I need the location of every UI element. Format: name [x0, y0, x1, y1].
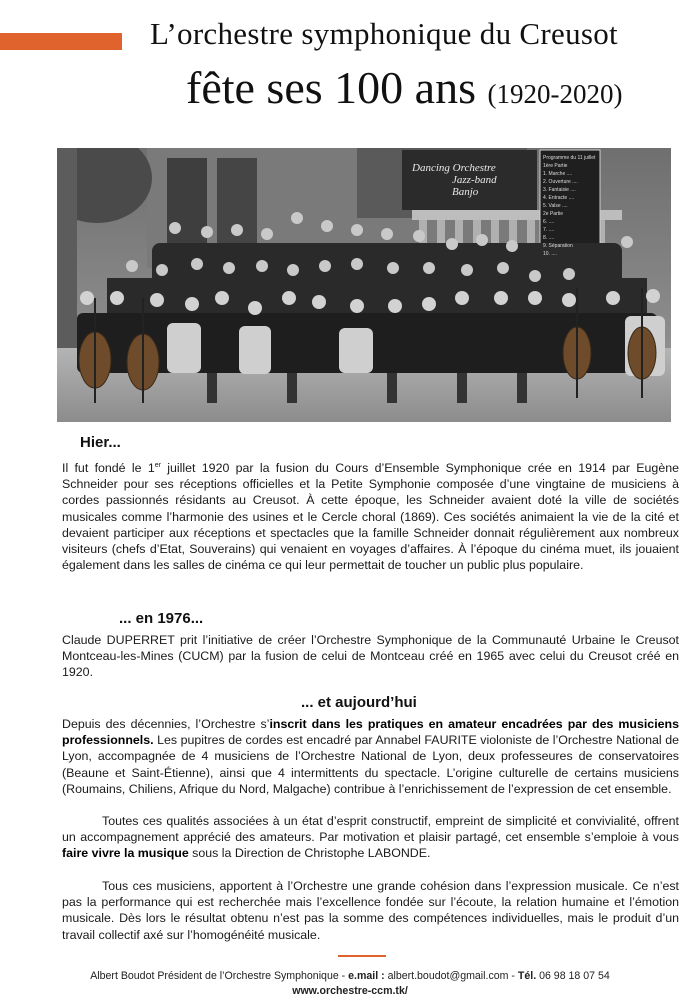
footer-email[interactable]: albert.boudot@gmail.com -	[384, 970, 518, 982]
paragraph-today-3: Tous ces musiciens, apportent à l’Orchestre une grande cohésion dans l’expression musicale. Ce n’est pas la performance qui est recherchée mais l’excellence fondée sur l’écoute, la relation humaine et l’émotion musicale. Dès lors le résultat obtenu n’est pas la somme des compétences individuelles, mais le produit d’un travail collectif axé sur l’homogénéité musicale.	[62, 879, 679, 942]
section-title-today: ... et aujourd’hui	[301, 694, 417, 711]
sign-dancing-orchestre	[412, 162, 532, 198]
footer-website-link[interactable]: www.orchestre-ccm.tk/	[292, 985, 408, 997]
title-main: fête ses 100 ans	[186, 62, 476, 113]
program-line: 2. Ouverture ....	[543, 179, 578, 185]
program-line: 2e Partie	[543, 211, 564, 217]
program-line: 3. Fantaisie ....	[543, 187, 576, 193]
text: Il fut fondé le 1	[62, 461, 155, 475]
program-line: 9. Séparation	[543, 243, 573, 249]
text: Les pupitres de cordes est encadré par Annabel FAURITE violoniste de l’Orchestre National de Lyon, accompagnée de 4 musiciens de l’Orchestre National de Lyon, deux professeures de conservatoires (Beaune et Saint-Étienne), ainsi que 4 intermittents du spectacle. L’origine culturelle de certains musiciens (Roumains, Chiliens, Afrique du Nord, Malgache) contribue à l’enrichissement de l’expression de cet ensemble.	[62, 733, 679, 796]
title-years: (1920-2020)	[487, 79, 623, 109]
paragraph-today-2	[62, 813, 679, 862]
program-line: 4. Entracte ....	[543, 195, 575, 201]
text-bold: faire vivre la musique	[62, 846, 189, 861]
orchestra-photo	[57, 148, 671, 422]
text-bold: inscrit dans les pratiques en amateur encadrées par des musiciens professionnels.	[62, 717, 679, 748]
page-title-line-2	[186, 61, 686, 114]
program-line: 8. ....	[543, 235, 555, 241]
text: juillet 1920 par la fusion du Cours d’Ensemble Symphonique crée en 1914 par Eugène Schneider pour ses réceptions officielles et la Petite Symphonie composée d’une vingtaine de musiciens à cordes passionnés résidants au Creusot. À cette époque, les Schneider avaient doté la ville de sociétés musicales comme l’harmonie des usines et le Cercle choral (1869). Ces sociétés animaient la vie de la cité et devaient participer aux réceptions et spectacles que la famille Schneider donnait régulièrement aux nombreux visiteurs (chefs d’Etat, Souverains) qui venaient en voyages d’affaires. À l’époque du cinéma muet, ils jouaient également dans les salles de cinéma ce qui leur permettait de toucher un public plus populaire.	[62, 461, 679, 573]
text: Toutes ces qualités associées à un état d’esprit constructif, empreint de simplicité et convivialité, offrent un accompagnement apprécié des amateurs. Par motivation et plaisir partagé, cet ensemble s’emploie à vous	[62, 814, 679, 845]
program-line: 1. Marche ....	[543, 171, 573, 177]
paragraph-1976: Claude DUPERRET prit l’initiative de créer l’Orchestre Symphonique de la Communauté Urbaine le Creusot Montceau-les-Mines (CUCM) par la fusion de celui de Montceau créé en 1965 avec celui du Creusot créé en 1920.	[62, 633, 679, 680]
footer-contact	[0, 970, 700, 982]
text: Depuis des décennies, l’Orchestre s’	[62, 717, 270, 731]
superscript: er	[154, 461, 161, 469]
program-line: 6. ....	[543, 219, 555, 225]
footer-divider	[338, 955, 386, 957]
program-line: 5. Valse ....	[543, 203, 568, 209]
program-board	[543, 154, 599, 258]
section-title-hier: Hier...	[80, 434, 121, 451]
paragraph-today-1	[62, 716, 679, 797]
sign-line-3: Banjo	[452, 186, 479, 198]
footer-president: Albert Boudot Président de l’Orchestre Symphonique -	[90, 970, 349, 982]
program-title: Programme du 11 juillet	[543, 155, 596, 161]
program-line: 1ère Partie	[543, 163, 568, 169]
paragraph-hier	[62, 460, 679, 573]
sign-line-2: Jazz-band	[452, 174, 497, 186]
sign-line-1: Dancing Orchestre	[412, 162, 496, 174]
text: sous la Direction de Christophe LABONDE.	[188, 846, 431, 861]
footer-email-label: e.mail :	[348, 970, 385, 982]
section-title-1976: ... en 1976...	[119, 610, 204, 627]
page-title-line-1: L’orchestre symphonique du Creusot	[150, 16, 618, 51]
program-line: 10. ....	[543, 251, 557, 257]
accent-bar	[0, 33, 122, 50]
program-line: 7. ....	[543, 227, 555, 233]
footer-tel-label: Tél.	[517, 970, 537, 982]
footer-tel: 06 98 18 07 54	[536, 970, 610, 982]
